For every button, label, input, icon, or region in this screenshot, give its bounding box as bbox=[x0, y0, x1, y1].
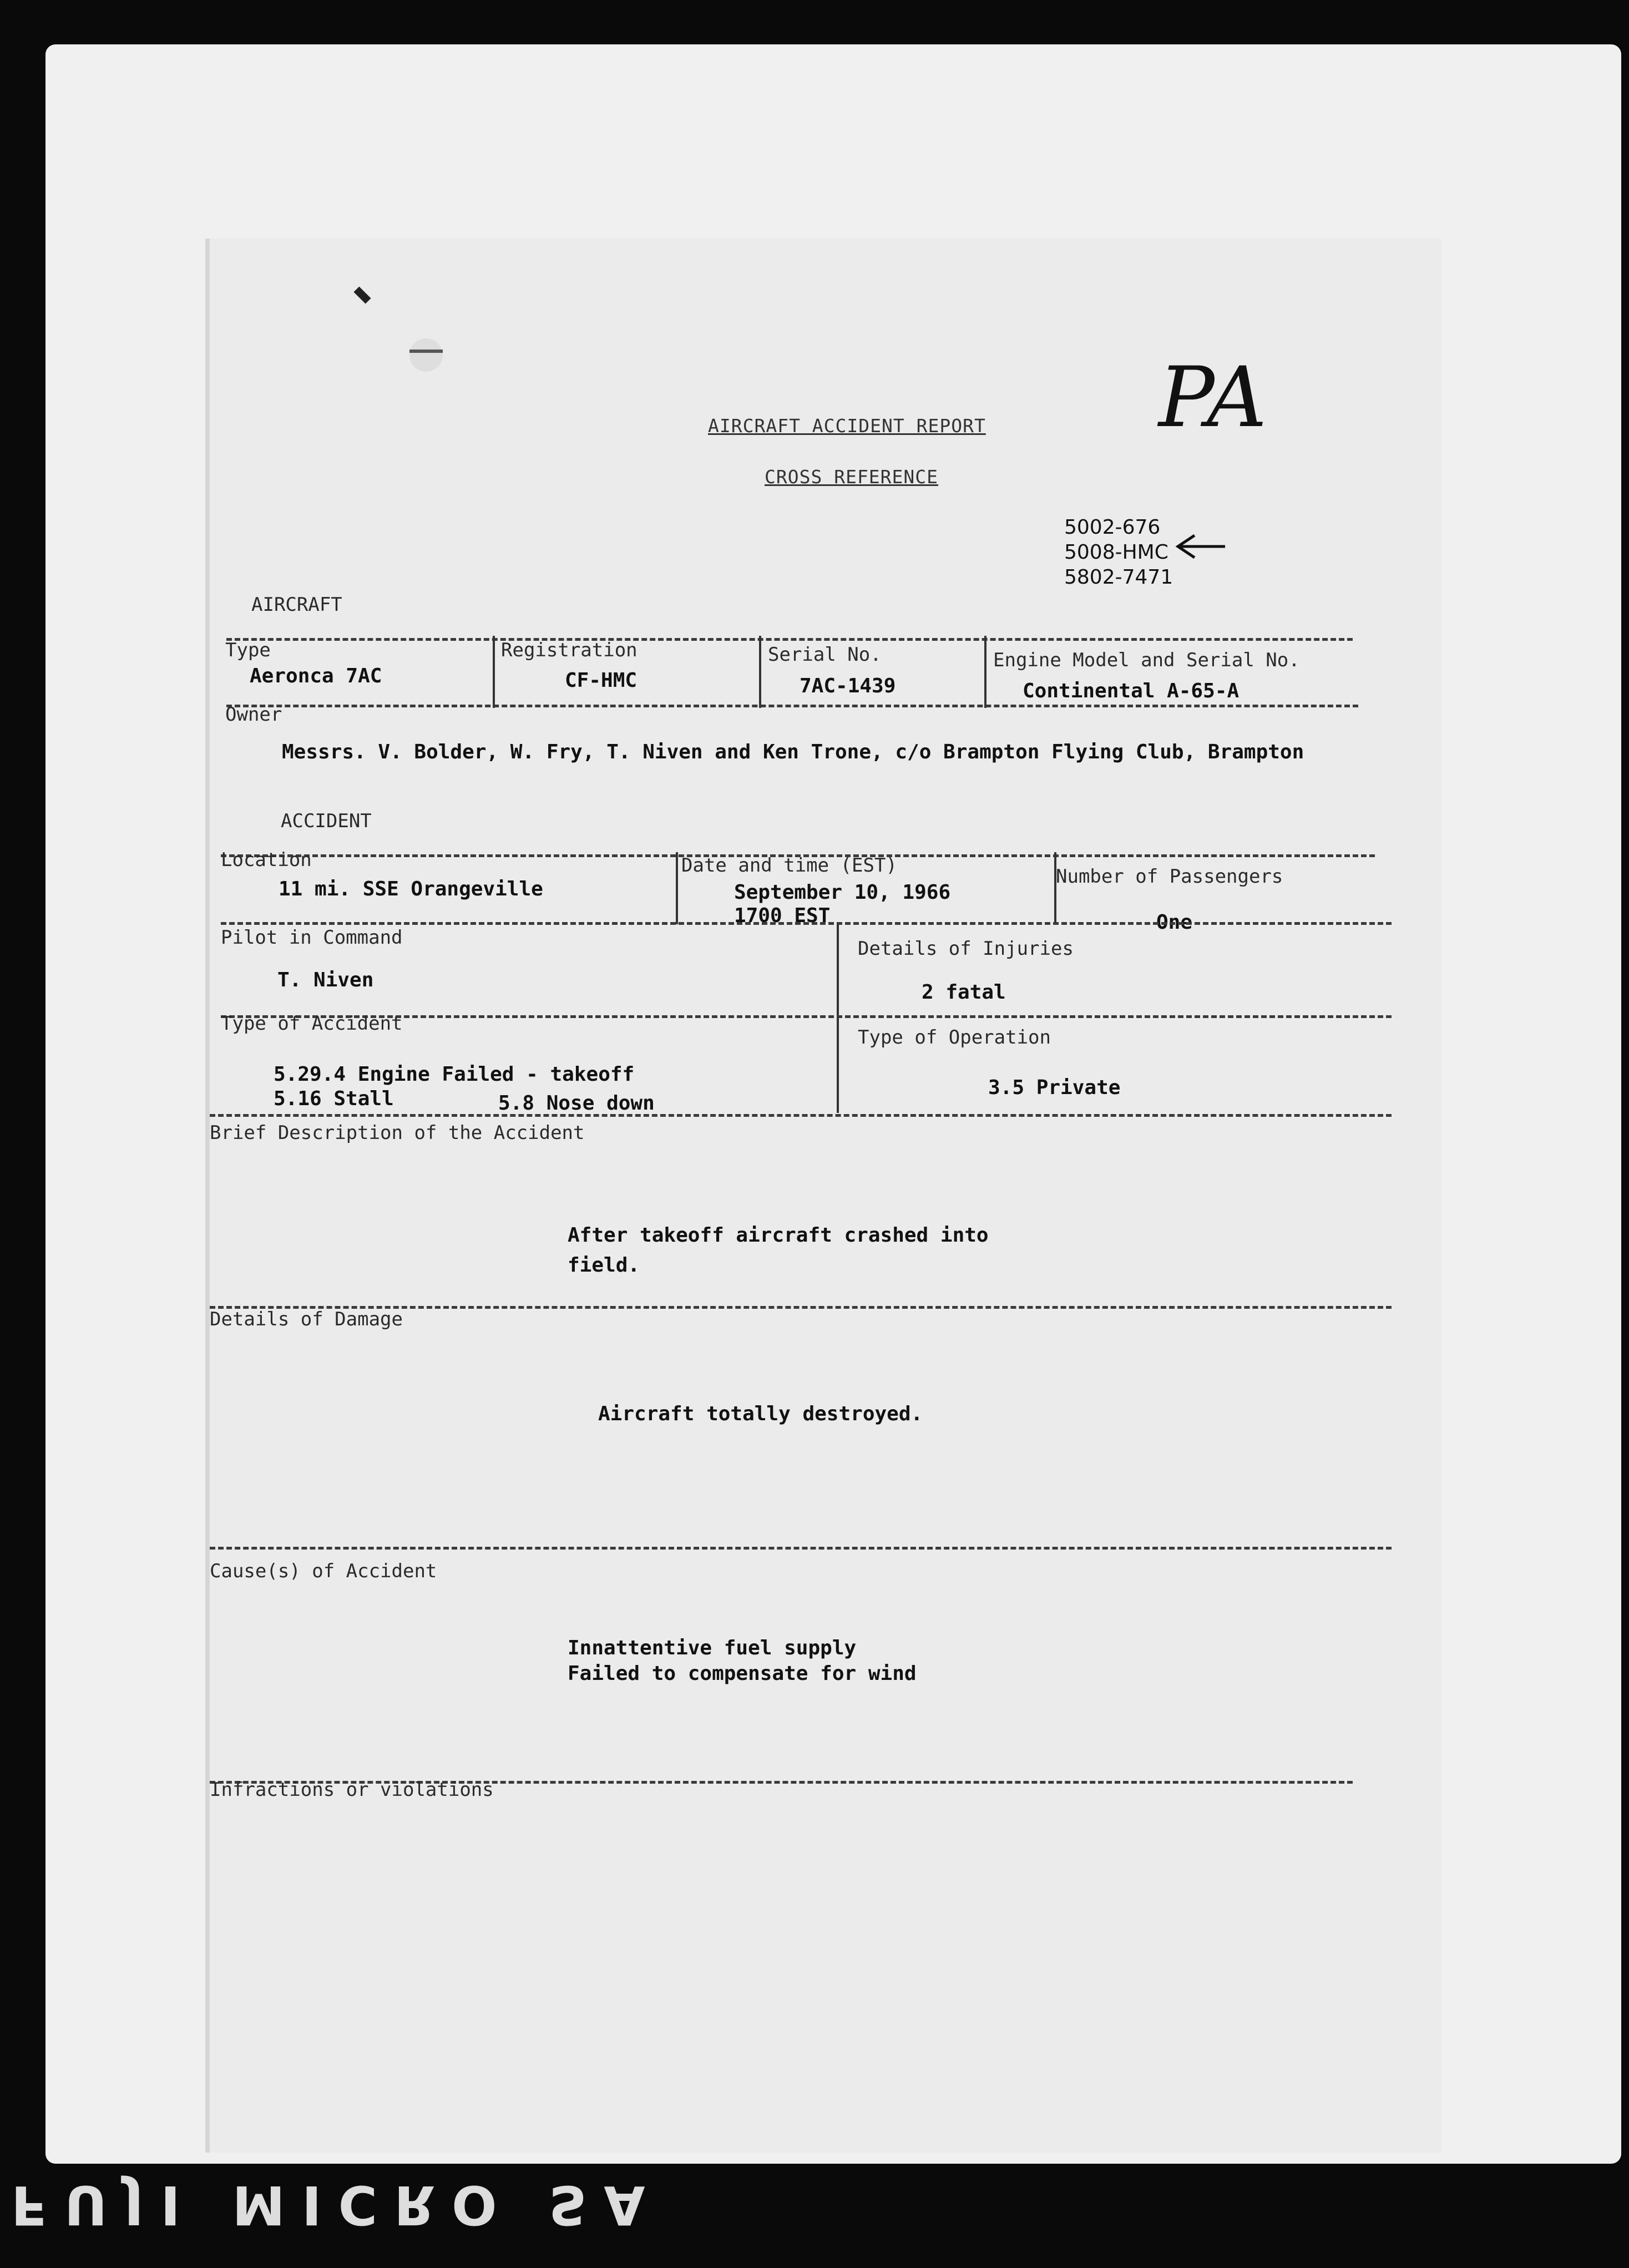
ref-number-2: 5008-HMC bbox=[1064, 541, 1168, 564]
accident-type-line-2a: 5.16 Stall bbox=[274, 1087, 394, 1110]
serial-label: Serial No. bbox=[768, 644, 882, 666]
engine-value: Continental A-65-A bbox=[1023, 680, 1240, 702]
injuries-value: 2 fatal bbox=[922, 981, 1006, 1004]
stain-mark bbox=[409, 350, 443, 353]
divider bbox=[221, 922, 1392, 925]
type-label: Type bbox=[225, 639, 271, 661]
pilot-label: Pilot in Command bbox=[221, 927, 403, 949]
date-value: September 10, 1966 bbox=[734, 881, 951, 904]
cell-separator bbox=[759, 636, 761, 708]
type-value: Aeronca 7AC bbox=[250, 665, 382, 687]
time-value: 1700 EST bbox=[734, 904, 831, 927]
divider bbox=[226, 638, 1353, 641]
accident-type-line-2b: 5.8 Nose down bbox=[498, 1092, 655, 1115]
location-value: 11 mi. SSE Orangeville bbox=[279, 878, 543, 900]
damage-label: Details of Damage bbox=[210, 1308, 403, 1330]
divider bbox=[210, 1114, 1392, 1117]
owner-value: Messrs. V. Bolder, W. Fry, T. Niven and Ken Trone, c/o Brampton Flying Club, Brampton bbox=[282, 741, 1304, 763]
cause-label: Cause(s) of Accident bbox=[210, 1560, 437, 1582]
handwritten-initials: PA bbox=[1158, 350, 1267, 446]
ref-number-1: 5002-676 bbox=[1064, 516, 1161, 539]
description-line-2: field. bbox=[568, 1254, 640, 1277]
accident-type-line-1: 5.29.4 Engine Failed - takeoff bbox=[274, 1063, 635, 1086]
cell-separator bbox=[676, 852, 678, 924]
film-brand-strip: FUJI MICRO SA bbox=[11, 2174, 662, 2236]
cell-separator bbox=[493, 636, 495, 708]
operation-label: Type of Operation bbox=[858, 1026, 1051, 1049]
serial-value: 7AC-1439 bbox=[800, 675, 896, 697]
infractions-label: Infractions or violations bbox=[210, 1779, 494, 1801]
report-page bbox=[205, 239, 1441, 2153]
divider bbox=[226, 705, 1358, 707]
passengers-value: One bbox=[1156, 911, 1193, 934]
operation-value: 3.5 Private bbox=[988, 1076, 1121, 1099]
arrow-icon bbox=[1172, 533, 1228, 560]
stain-mark bbox=[409, 338, 443, 372]
datetime-label: Date and time (EST) bbox=[681, 854, 897, 877]
registration-label: Registration bbox=[501, 639, 638, 661]
cause-line-1: Innattentive fuel supply bbox=[568, 1637, 857, 1659]
injuries-label: Details of Injuries bbox=[858, 938, 1074, 960]
registration-value: CF-HMC bbox=[565, 669, 638, 692]
passengers-label: Number of Passengers bbox=[1056, 865, 1283, 888]
owner-label: Owner bbox=[225, 703, 282, 726]
accident-type-label: Type of Accident bbox=[221, 1012, 403, 1035]
description-line-1: After takeoff aircraft crashed into bbox=[568, 1224, 989, 1247]
report-subtitle: CROSS REFERENCE bbox=[765, 466, 939, 488]
damage-value: Aircraft totally destroyed. bbox=[598, 1403, 923, 1425]
accident-section-label: ACCIDENT bbox=[281, 810, 372, 832]
report-title: AIRCRAFT ACCIDENT REPORT bbox=[708, 415, 986, 437]
cell-separator bbox=[1054, 852, 1056, 924]
cause-line-2: Failed to compensate for wind bbox=[568, 1662, 917, 1685]
pilot-value: T. Niven bbox=[277, 969, 374, 991]
description-label: Brief Description of the Accident bbox=[210, 1122, 585, 1144]
engine-label: Engine Model and Serial No. bbox=[993, 649, 1300, 671]
location-label: Location bbox=[221, 849, 312, 871]
cell-separator bbox=[984, 636, 986, 708]
film-top-strip bbox=[0, 0, 1629, 50]
aircraft-section-label: AIRCRAFT bbox=[251, 594, 342, 616]
cell-separator bbox=[837, 924, 839, 1113]
divider bbox=[210, 1547, 1392, 1550]
ink-speck bbox=[353, 286, 371, 303]
ref-number-3: 5802-7471 bbox=[1064, 566, 1173, 589]
